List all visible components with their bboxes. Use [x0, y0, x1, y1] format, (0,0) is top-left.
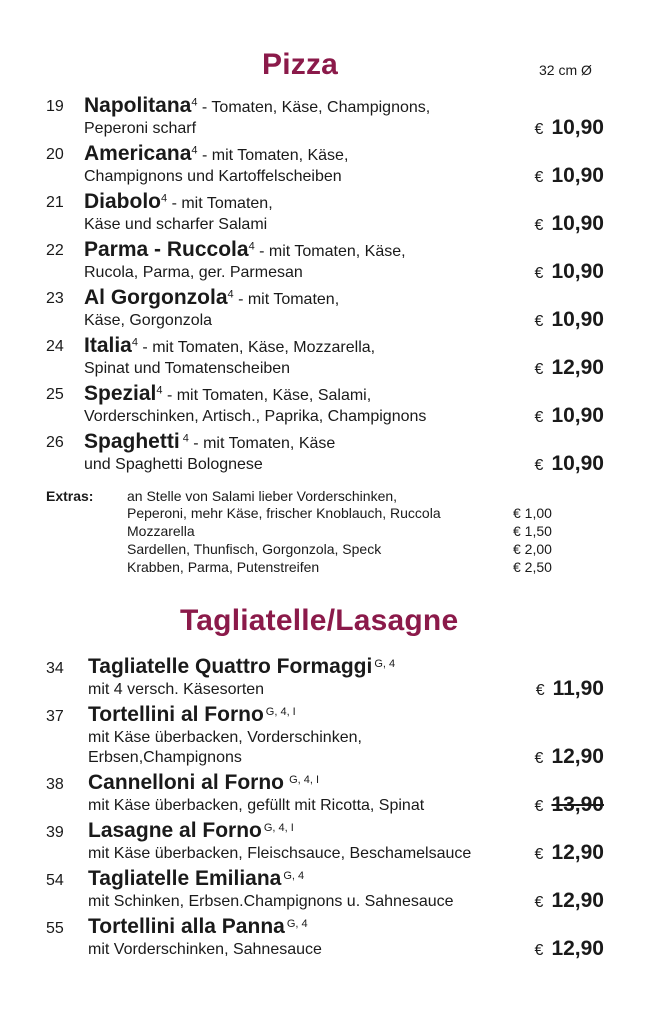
item-description: - mit Tomaten, Käse, Salami, — [162, 387, 372, 404]
item-name: Diabolo — [84, 190, 161, 213]
item-price: 12,90 — [551, 356, 604, 379]
item-name: Al Gorgonzola — [84, 286, 228, 309]
item-name: Americana — [84, 142, 192, 165]
extras-row-text: Peperoni, mehr Käse, frischer Knoblauch, Ruccola — [127, 505, 441, 521]
item-number: 54 — [46, 872, 64, 889]
item-name: Tagliatelle Emiliana — [88, 867, 282, 890]
item-price: 12,90 — [551, 889, 604, 912]
item-allergens: G, 4, I — [265, 705, 296, 718]
currency-symbol: € — [534, 457, 544, 474]
item-number: 34 — [46, 660, 64, 677]
currency-symbol: € — [534, 121, 544, 138]
item-description: mit Käse überbacken, Fleischsauce, Beschamelsauce — [88, 845, 472, 862]
currency-symbol: € — [534, 217, 544, 234]
item-description-line2: Spinat und Tomatenscheiben — [84, 360, 291, 377]
extras-row-price: € 1,50 — [513, 523, 552, 539]
item-name: Spaghetti — [84, 430, 180, 453]
item-price: 10,90 — [551, 212, 604, 235]
item-price: 10,90 — [551, 116, 604, 139]
item-allergens: 4 — [156, 384, 163, 397]
item-allergens: G, 4, I — [286, 773, 320, 786]
item-name: Spezial — [84, 382, 157, 405]
item-name: Tortellini al Forno — [88, 703, 264, 726]
item-description: - Tomaten, Käse, Champignons, — [197, 99, 431, 116]
item-name: Tagliatelle Quattro Formaggi — [88, 655, 373, 678]
item-description: - mit Tomaten, — [233, 291, 340, 308]
pizza-section-title: Pizza — [262, 48, 339, 81]
currency-symbol: € — [534, 265, 544, 282]
item-number: 55 — [46, 920, 64, 937]
item-description: mit Käse überbacken, Vorderschinken, — [88, 729, 362, 746]
item-description: mit Schinken, Erbsen.Champignons u. Sahnesauce — [88, 893, 454, 910]
item-description: mit Käse überbacken, gefüllt mit Ricotta, Spinat — [88, 797, 425, 814]
item-description-line2: und Spaghetti Bolognese — [84, 456, 263, 473]
item-description-line2: Rucola, Parma, ger. Parmesan — [84, 264, 303, 281]
item-number: 24 — [46, 338, 64, 355]
item-description-line2: Käse, Gorgonzola — [84, 312, 213, 329]
extras-row-price: € 2,00 — [513, 541, 552, 557]
item-number: 22 — [46, 242, 64, 259]
item-name: Tortellini alla Panna — [88, 915, 285, 938]
item-description-line2: Erbsen,Champignons — [88, 749, 242, 766]
item-price: 10,90 — [551, 164, 604, 187]
item-price: 13,90 — [551, 793, 604, 816]
currency-symbol: € — [534, 894, 544, 911]
item-description-line2: Champignons und Kartoffelscheiben — [84, 168, 342, 185]
extras-row-text: Mozzarella — [127, 523, 195, 539]
item-price: 10,90 — [551, 452, 604, 475]
item-allergens: G, 4 — [286, 917, 308, 930]
item-price: 11,90 — [552, 677, 604, 700]
item-description: - mit Tomaten, — [167, 195, 273, 212]
item-description: mit 4 versch. Käsesorten — [88, 681, 265, 698]
item-number: 19 — [46, 98, 64, 115]
currency-symbol: € — [534, 942, 544, 959]
item-number: 37 — [46, 708, 64, 725]
extras-label: Extras: — [46, 488, 94, 504]
item-number: 21 — [46, 194, 64, 211]
item-number: 20 — [46, 146, 64, 163]
pasta-section-title: Tagliatelle/Lasagne — [180, 604, 459, 637]
item-number: 25 — [46, 386, 64, 403]
extras-row-text: Krabben, Parma, Putenstreifen — [127, 559, 320, 575]
item-price: 12,90 — [551, 937, 604, 960]
item-name: Lasagne al Forno — [88, 819, 262, 842]
item-description: - mit Tomaten, Käse, Mozzarella, — [137, 339, 376, 356]
currency-symbol: € — [535, 682, 545, 699]
item-allergens: 4 — [227, 288, 234, 301]
item-allergens: G, 4 — [283, 869, 305, 882]
item-number: 38 — [46, 776, 64, 793]
currency-symbol: € — [534, 846, 544, 863]
currency-symbol: € — [534, 798, 544, 815]
item-description: - mit Tomaten, Käse, — [254, 243, 406, 260]
item-price: 12,90 — [551, 745, 604, 768]
item-allergens: G, 4 — [374, 657, 396, 670]
pizza-size-label: 32 cm Ø — [539, 62, 592, 78]
extras-row-price: € 1,00 — [513, 505, 552, 521]
extras-row-text: Sardellen, Thunfisch, Gorgonzola, Speck — [127, 541, 382, 557]
item-price: 12,90 — [551, 841, 604, 864]
item-number: 39 — [46, 824, 64, 841]
currency-symbol: € — [534, 313, 544, 330]
item-allergens: 4 — [248, 240, 255, 253]
extras-row-price: € 2,50 — [513, 559, 552, 575]
item-price: 10,90 — [551, 260, 604, 283]
item-allergens: 4 — [191, 96, 198, 109]
item-description-line2: Vorderschinken, Artisch., Paprika, Champignons — [84, 408, 427, 425]
item-number: 26 — [46, 434, 64, 451]
currency-symbol: € — [534, 169, 544, 186]
item-name: Italia — [84, 334, 132, 357]
item-number: 23 — [46, 290, 64, 307]
item-allergens: 4 — [179, 432, 189, 445]
extras-note: an Stelle von Salami lieber Vorderschinken, — [127, 488, 398, 504]
item-description-line2: Käse und scharfer Salami — [84, 216, 268, 233]
item-price: 10,90 — [551, 404, 604, 427]
currency-symbol: € — [534, 750, 544, 767]
item-description-line2: Peperoni scharf — [84, 120, 197, 137]
item-description: - mit Tomaten, Käse, — [197, 147, 349, 164]
item-description: mit Vorderschinken, Sahnesauce — [88, 941, 322, 958]
currency-symbol: € — [534, 361, 544, 378]
currency-symbol: € — [534, 409, 544, 426]
item-description: - mit Tomaten, Käse — [188, 435, 336, 452]
item-allergens: 4 — [131, 336, 138, 349]
item-allergens: 4 — [191, 144, 198, 157]
item-price: 10,90 — [551, 308, 604, 331]
item-name: Parma - Ruccola — [84, 238, 249, 261]
item-name: Napolitana — [84, 94, 192, 117]
item-name: Cannelloni al Forno — [88, 771, 285, 794]
item-allergens: G, 4, I — [263, 821, 294, 834]
item-allergens: 4 — [161, 192, 168, 205]
